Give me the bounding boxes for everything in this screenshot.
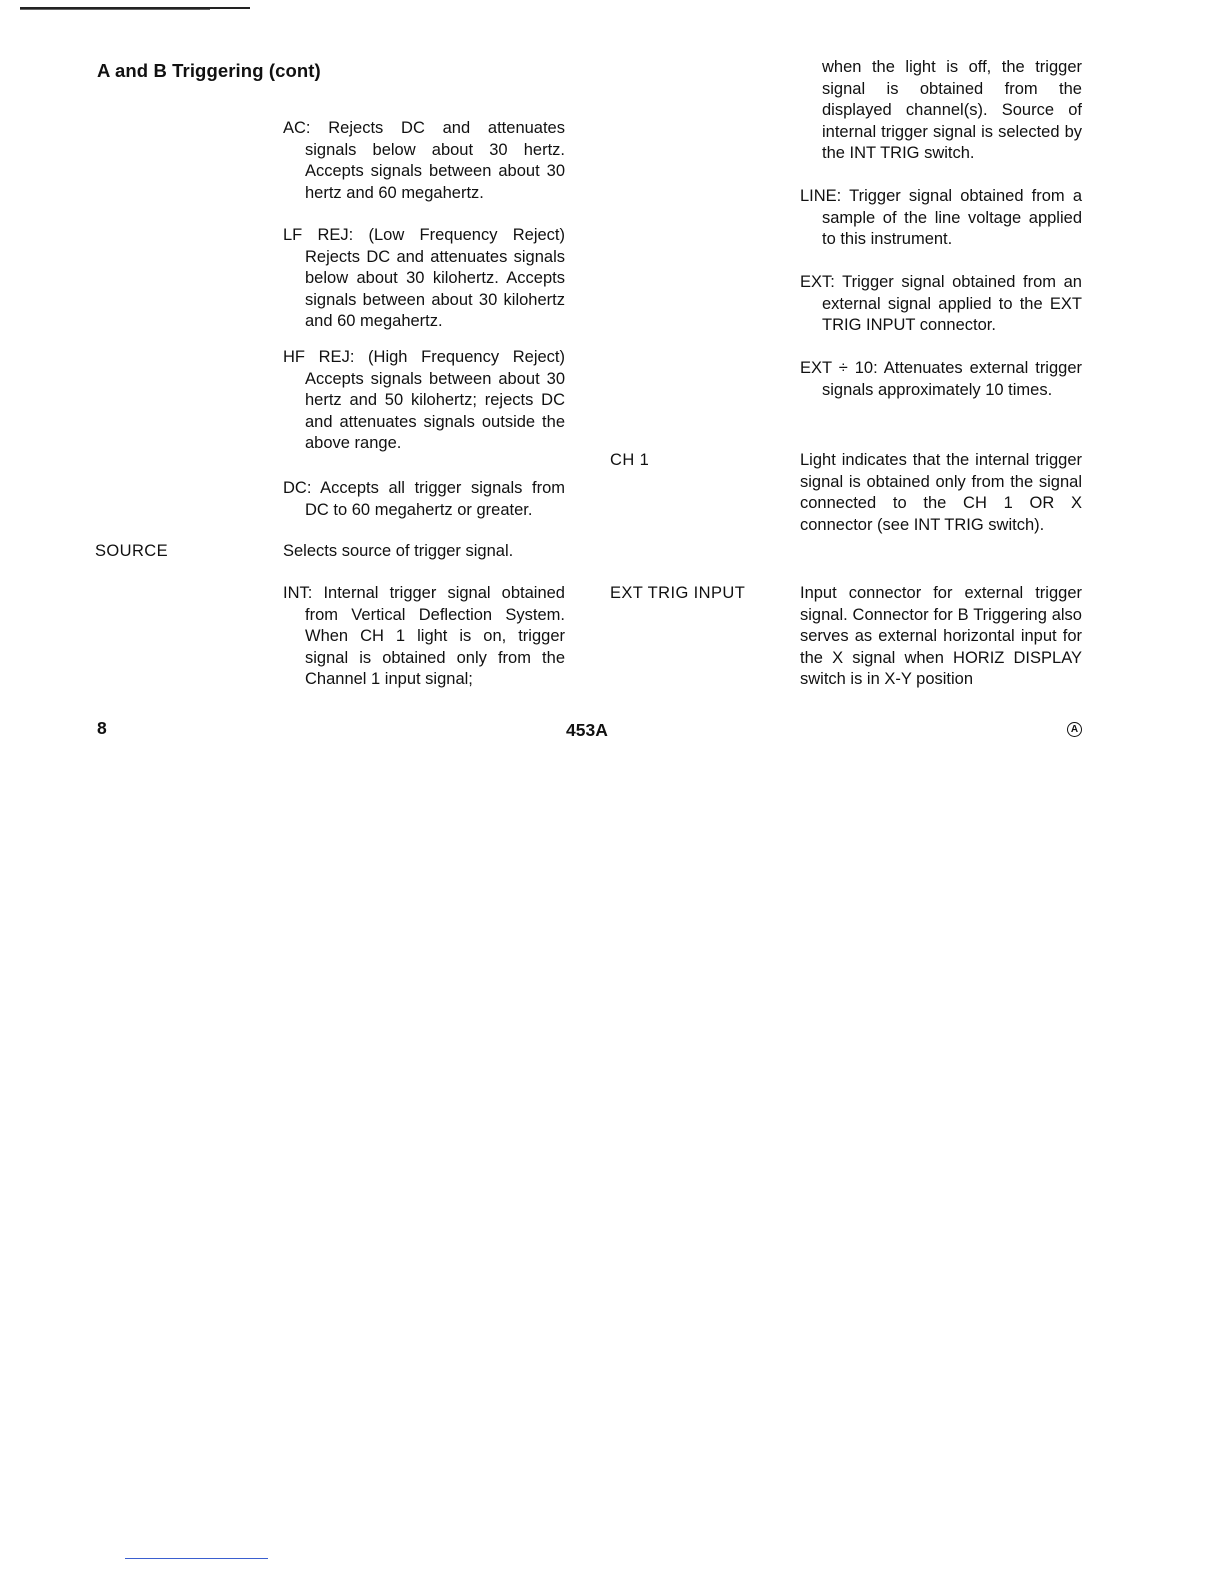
top-rule-thin [20,9,210,10]
source-label: SOURCE [95,542,168,560]
coupling-dc-entry [283,478,565,521]
coupling-lf-rej-entry [283,225,565,333]
source-int-text: INT: Internal trigger signal obtained from Vertical Deflection System. When CH 1 light is on, trigger signal is obtained only from the Channel 1 input signal; [283,584,565,688]
ext-trig-input-label: EXT TRIG INPUT [610,584,746,602]
source-int-entry [283,583,565,691]
coupling-hf-rej-entry [283,347,565,455]
bottom-rule [125,1558,268,1559]
model-number: 453A [566,720,608,740]
source-ext-entry [800,272,1082,337]
coupling-ac-text: AC: Rejects DC and attenuates signals below about 30 hertz. Accepts signals between about 30 hertz and 60 megahertz. [283,119,565,202]
source-ext-text: EXT: Trigger signal obtained from an external signal applied to the EXT TRIG INPUT connector. [800,273,1082,334]
page-number: 8 [97,718,107,738]
revision-a-icon: A [1067,722,1082,737]
source-int-continued [822,57,1082,165]
source-int-continued-text: when the light is off, the trigger signal is obtained from the displayed channel(s). Source of internal trigger signal is selected by the INT TRIG switch. [822,58,1082,162]
section-heading: A and B Triggering (cont) [97,60,321,81]
coupling-hf-rej-text: HF REJ: (High Frequency Reject) Accepts signals between about 30 hertz and 50 kilohertz; rejects DC and attenuates signals outside the above range. [283,348,565,452]
ext-trig-input-description-text: Input connector for external trigger signal. Connector for B Triggering also serves as external horizontal input for the X signal when HORIZ DISPLAY switch is in X-Y position [800,584,1082,688]
coupling-dc-text: DC: Accepts all trigger signals from DC to 60 megahertz or greater. [283,479,565,519]
ch1-description [800,450,1082,536]
source-line-text: LINE: Trigger signal obtained from a sample of the line voltage applied to this instrument. [800,187,1082,248]
ch1-description-text: Light indicates that the internal trigger signal is obtained only from the signal connected to the CH 1 OR X connector (see INT TRIG switch). [800,451,1082,534]
ch1-label: CH 1 [610,451,650,469]
source-ext10-entry [800,358,1082,401]
ext-trig-input-description [800,583,1082,691]
source-line-entry [800,186,1082,251]
coupling-ac-entry [283,118,565,204]
coupling-lf-rej-text: LF REJ: (Low Frequency Reject) Rejects DC and attenuates signals below about 30 kilohertz. Accepts signals between about 30 kilohertz and 60 megahertz. [283,226,565,330]
source-description: Selects source of trigger signal. [283,542,514,560]
source-ext10-text: EXT ÷ 10: Attenuates external trigger signals approximately 10 times. [800,359,1082,399]
